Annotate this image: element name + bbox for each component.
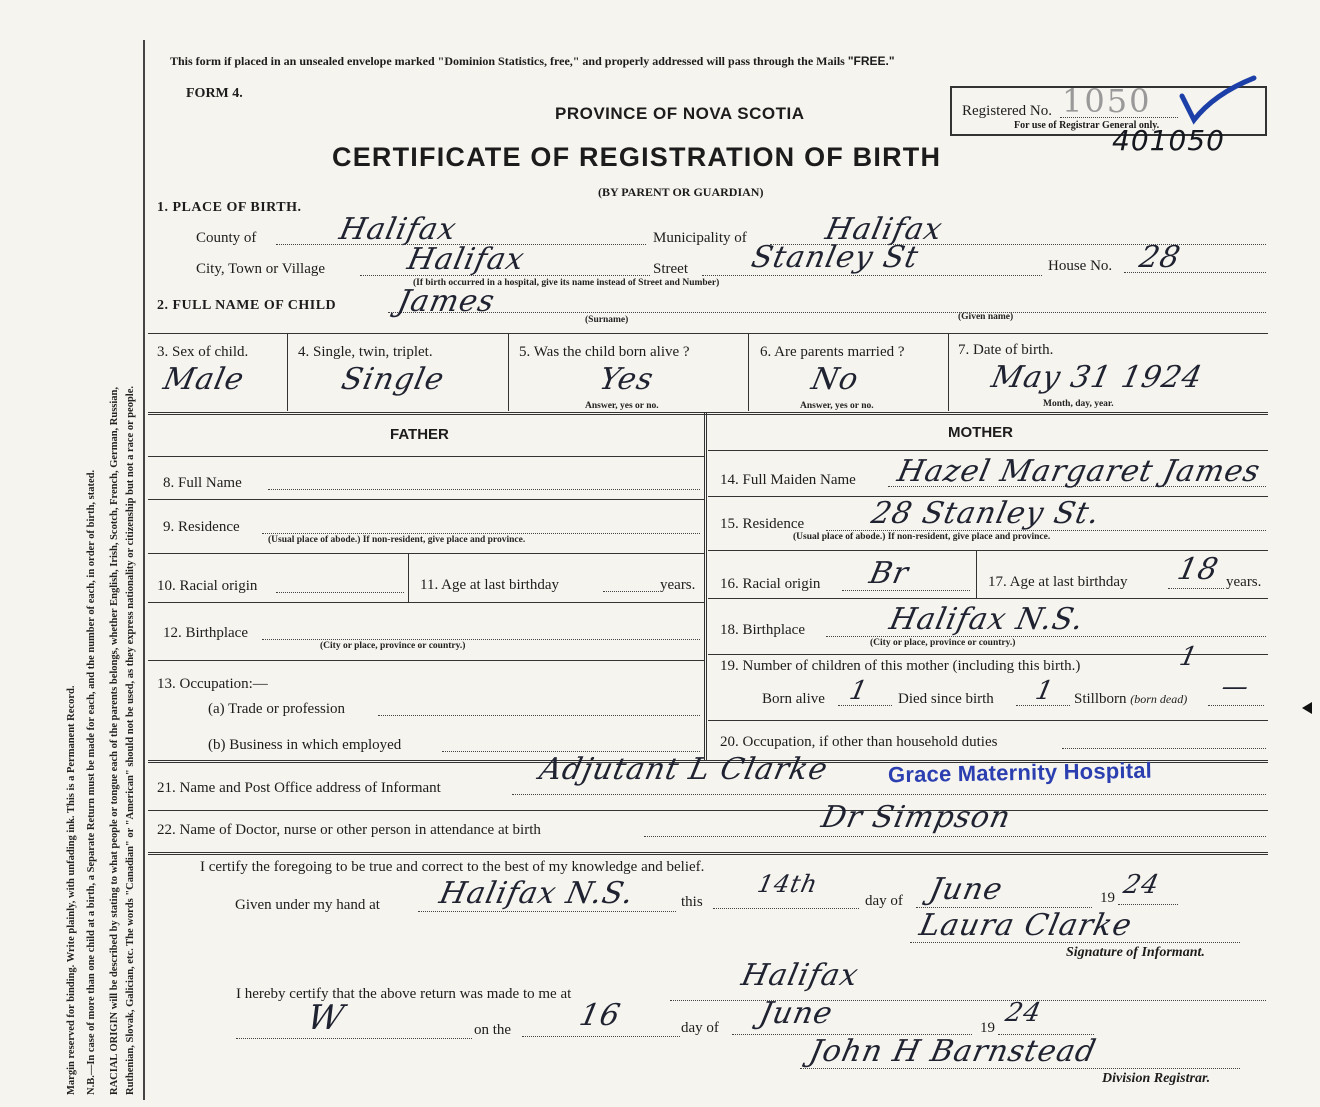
county-value: Halifax [336,212,460,247]
mother-birthplace-note: (City or place, province or country.) [870,638,1016,648]
mother-residence-value: 28 Stanley St. [868,496,1104,531]
given-name-note: (Given name) [958,312,1014,322]
city-value: Halifax [404,242,528,277]
given-under-label: Given under my hand at [235,897,380,913]
registrar-initial-value: W [303,998,349,1038]
informant-value: Adjutant L Clarke [536,752,832,787]
this-label: this [681,894,703,910]
postal-notice: This form if placed in an unsealed envelope marked "Dominion Statistics, free," and properly addressed will pass through the Mails "FREE." [170,54,895,68]
given-place-value: Halifax N.S. [436,876,638,911]
children-count-label: 19. Number of children of this mother (including this birth.) [720,658,1081,674]
mother-age-unit: years. [1226,574,1262,590]
registrar-on-the-label: on the [474,1022,512,1038]
edge-mark [1302,702,1312,714]
mother-racial-origin-label: 16. Racial origin [720,576,821,592]
hospital-stamp: Grace Maternity Hospital [887,757,1153,788]
house-number-label: House No. [1048,258,1113,274]
date-of-birth-label: 7. Date of birth. [958,342,1054,358]
born-alive-note: Answer, yes or no. [585,401,659,411]
date-of-birth-value: May 31 1924 [988,360,1206,395]
father-heading: FATHER [390,426,449,443]
street-label: Street [653,261,688,277]
handwritten-number: 401050 [1112,124,1225,157]
mother-heading: MOTHER [948,424,1013,441]
place-of-birth-label: 1. PLACE OF BIRTH. [157,200,302,215]
surname-note: (Surname) [585,315,629,325]
mother-age-label: 17. Age at last birthday [988,574,1128,590]
sex-label: 3. Sex of child. [157,344,249,360]
registrar-place-value: Halifax [738,958,862,993]
mother-age-value: 18 [1174,552,1222,587]
mother-name-value: Hazel Margaret James [894,454,1264,489]
born-alive-count-value: 1 [846,676,871,706]
checkmark-icon [1178,74,1258,128]
registrar-year-value: 24 [1002,998,1045,1028]
mother-birthplace-label: 18. Birthplace [720,622,805,638]
registrar-day-value: 16 [576,998,624,1033]
street-value: Stanley St [748,240,922,275]
father-trade-label: (a) Trade or profession [208,701,346,717]
informant-signature: Laura Clarke [916,908,1136,943]
given-year-value: 24 [1120,870,1163,900]
father-residence-label: 9. Residence [163,519,240,535]
father-age-label: 11. Age at last birthday [420,577,559,593]
father-age-unit: years. [660,577,696,593]
municipality-label: Municipality of [653,230,747,246]
stillborn-label: Stillborn (born dead) [1074,691,1188,707]
parents-married-label: 6. Are parents married ? [760,344,905,360]
margin-note-racial-origin: RACIAL ORIGIN will be described by stating to what people or tongue each of the parents belongs, whether English, Irish, Scotch, French, German, Russian, [109,386,120,1095]
single-twin-label: 4. Single, twin, triplet. [298,344,433,360]
municipality-value: Halifax [822,212,946,247]
died-since-birth-value: 1 [1032,676,1057,706]
date-of-birth-note: Month, day, year. [1043,399,1114,409]
informant-signature-label: Signature of Informant. [1066,945,1205,960]
father-birthplace-label: 12. Birthplace [163,625,248,641]
registrar-note: For use of Registrar General only. [1014,120,1160,131]
margin-note-multiple-births: N.B.—In case of more than one child at a birth, a Separate Return must be made for each, and the number of each, in order of birth, stated. [86,469,97,1095]
house-number-value: 28 [1136,240,1184,275]
margin-rule [143,40,145,1100]
certificate-subtitle: (BY PARENT OR GUARDIAN) [598,185,764,199]
stillborn-value: — [1218,672,1253,702]
given-year-prefix: 19 [1100,890,1115,906]
died-since-birth-label: Died since birth [898,691,994,707]
registrar-statement: I hereby certify that the above return was made to me at [236,986,572,1002]
informant-label: 21. Name and Post Office address of Informant [157,780,441,796]
father-birthplace-note: (City or place, province or country.) [320,641,466,651]
margin-notes [0,0,150,1107]
given-day-of-label: day of [865,893,903,909]
given-day-value: 14th [755,870,821,898]
father-name-label: 8. Full Name [163,475,242,491]
mother-racial-origin-value: Br [866,556,913,591]
registrar-day-of-label: day of [681,1020,719,1036]
county-label: County of [196,230,257,246]
given-month-value: June [926,872,1007,907]
form-number: FORM 4. [186,86,243,101]
father-occupation-label: 13. Occupation:— [157,676,268,692]
hospital-note: (If birth occurred in a hospital, give its name instead of Street and Number) [413,278,720,288]
parents-married-note: Answer, yes or no. [800,401,874,411]
registrar-year-prefix: 19 [980,1020,995,1036]
father-business-label: (b) Business in which employed [208,737,402,753]
born-alive-value: Yes [596,362,658,397]
registered-number: 1050 [1062,82,1152,120]
child-surname-value: James [394,284,499,319]
mother-residence-label: 15. Residence [720,516,805,532]
certification-statement: I certify the foregoing to be true and correct to the best of my knowledge and belief. [200,859,705,875]
registrar-signature: John H Barnstead [806,1034,1100,1069]
born-alive-count-label: Born alive [762,691,825,707]
father-residence-note: (Usual place of abode.) If non-resident, give place and province. [268,535,526,545]
born-alive-label: 5. Was the child born alive ? [519,344,690,360]
mother-birthplace-value: Halifax N.S. [886,602,1088,637]
sex-value: Male [160,362,248,397]
margin-note-binding: Margin reserved for binding. Write plainly, with unfading ink. This is a Permanent Record. [66,685,77,1095]
province-heading: PROVINCE OF NOVA SCOTIA [555,104,805,123]
doctor-value: Dr Simpson [818,800,1015,835]
margin-note-racial-origin-cont: Ruthenian, Slovak, Galician, etc. The words "Canadian" or "American" should not be used, as they express nationality or citizenship but not a race or people. [125,386,136,1095]
city-label: City, Town or Village [196,261,326,277]
registered-label: Registered No. [962,103,1052,119]
parents-married-value: No [808,362,863,397]
mother-name-label: 14. Full Maiden Name [720,472,856,488]
registrar-signature-label: Division Registrar. [1102,1071,1211,1086]
doctor-label: 22. Name of Doctor, nurse or other person in attendance at birth [157,822,541,838]
single-twin-value: Single [338,362,448,397]
registrar-month-value: June [756,996,837,1031]
father-racial-origin-label: 10. Racial origin [157,578,258,594]
mother-occupation-label: 20. Occupation, if other than household duties [720,734,998,750]
mother-residence-note: (Usual place of abode.) If non-resident, give place and province. [793,532,1051,542]
children-count-value: 1 [1176,642,1201,672]
child-name-label: 2. FULL NAME OF CHILD [157,298,337,313]
certificate-title: CERTIFICATE OF REGISTRATION OF BIRTH [332,142,942,172]
